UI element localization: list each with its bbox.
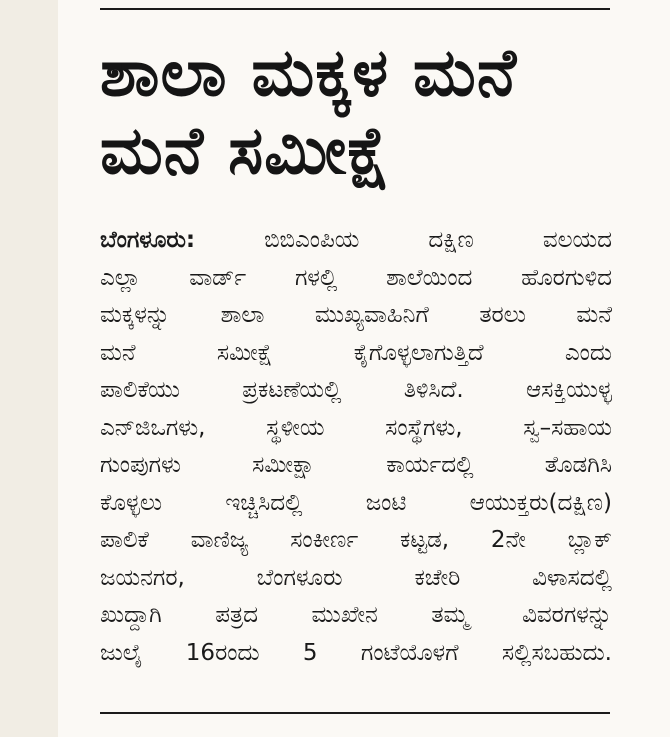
body-line-11: ಖುದ್ದಾಗಿ ಪತ್ರದ ಮುಖೇನ ತಮ್ಮ ವಿವರಗಳನ್ನು — [100, 602, 612, 628]
body-line-1-text: ಬಿಬಿಎಂಪಿಯ ದಕ್ಷಿಣ ವಲಯದ — [195, 227, 612, 253]
page-margin — [0, 0, 58, 737]
headline — [100, 34, 620, 190]
headline-line-2: ಮನೆ ಸಮೀಕ್ಷೆ — [100, 112, 391, 189]
body-line-10: ಜಯನಗರ, ಬೆಂಗಳೂರು ಕಚೇರಿ ವಿಳಾಸದಲ್ಲಿ — [100, 564, 612, 591]
headline-line-1: ಶಾಲಾ ಮಕ್ಕಳ ಮನೆ — [100, 34, 518, 111]
body-line-2: ಎಲ್ಲಾ ವಾರ್ಡ್ ಗಳಲ್ಲಿ ಶಾಲೆಯಿಂದ ಹೊರಗುಳಿದ — [100, 264, 612, 291]
body-line-5: ಪಾಲಿಕೆಯು ಪ್ರಕಟಣೆಯಲ್ಲಿ ತಿಳಿಸಿದೆ. ಆಸಕ್ತಿಯುಳ್ಳ — [100, 377, 612, 403]
body-line-6: ಎನ್‌ಜಿಒಗಳು, ಸ್ಥಳೀಯ ಸಂಸ್ಥೆಗಳು, ಸ್ವ–ಸಹಾಯ — [100, 414, 612, 441]
body-line-1 — [100, 222, 612, 260]
body-line-3: ಮಕ್ಕಳನ್ನು ಶಾಲಾ ಮುಖ್ಯವಾಹಿನಿಗೆ ತರಲು ಮನೆ — [100, 302, 612, 328]
body-line-12: ಜುಲೈ 16ರಂದು 5 ಗಂಟೆಯೊಳಗೆ ಸಲ್ಲಿಸಬಹುದು. — [100, 639, 612, 666]
body-line-8: ಕೊಳ್ಳಲು ಇಚ್ಚಿಸಿದಲ್ಲಿ ಜಂಟಿ ಆಯುಕ್ತರು(ದಕ್ಷಿಣ) — [100, 489, 612, 516]
article-body — [100, 222, 612, 672]
body-line-9: ಪಾಲಿಕೆ ವಾಣಿಜ್ಯ ಸಂಕೀರ್ಣ ಕಟ್ಟಡ, 2ನೇ ಬ್ಲಾಕ್ — [100, 527, 612, 553]
dateline: ಬೆಂಗಳೂರು: — [100, 227, 196, 253]
bottom-rule — [100, 712, 610, 714]
top-rule — [100, 8, 610, 10]
body-line-7: ಗುಂಪುಗಳು ಸಮೀಕ್ಷಾ ಕಾರ್ಯದಲ್ಲಿ ತೊಡಗಿಸಿ — [100, 452, 612, 478]
body-line-4: ಮನೆ ಸಮೀಕ್ಷೆ ಕೈಗೊಳ್ಳಲಾಗುತ್ತಿದೆ ಎಂದು — [100, 339, 612, 366]
